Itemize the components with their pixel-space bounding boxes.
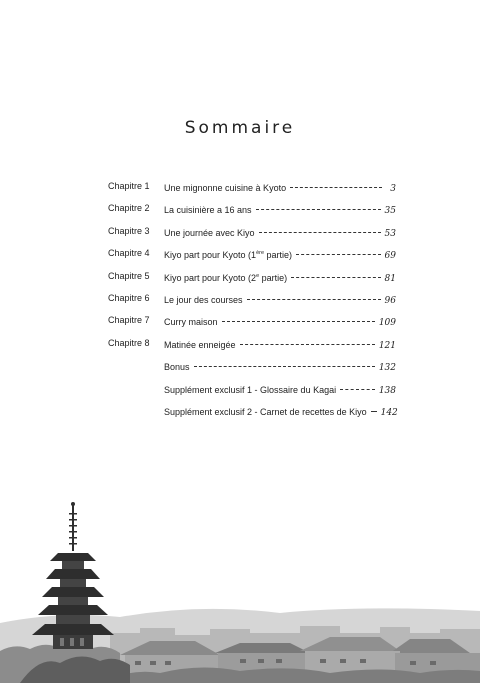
dotted-leader bbox=[247, 299, 381, 300]
page-number: 69 bbox=[384, 251, 396, 262]
dotted-leader bbox=[371, 411, 377, 412]
chapter-label: Chapitre 2 bbox=[108, 203, 150, 214]
page-number: 81 bbox=[384, 273, 396, 284]
dotted-leader bbox=[222, 321, 375, 322]
entry-title: Le jour des courses bbox=[164, 294, 243, 305]
dotted-leader bbox=[240, 344, 375, 345]
page-number: 109 bbox=[378, 318, 396, 329]
page-number: 142 bbox=[380, 407, 398, 418]
page-number: 132 bbox=[378, 363, 396, 374]
toc-entry[interactable] bbox=[106, 357, 396, 379]
page-number: 121 bbox=[378, 340, 396, 351]
entry-title: Bonus bbox=[164, 362, 190, 373]
toc-entry[interactable] bbox=[106, 200, 396, 222]
page-number: 3 bbox=[390, 184, 396, 194]
dotted-leader bbox=[340, 389, 375, 390]
chapter-label: Chapitre 6 bbox=[108, 292, 150, 303]
chapter-label: Chapitre 1 bbox=[108, 181, 150, 191]
entry-title: Curry maison bbox=[164, 317, 218, 328]
entry-title: Kiyo part pour Kyoto (2e partie) bbox=[164, 272, 288, 283]
page-title: Sommaire bbox=[184, 118, 296, 138]
page-number: 96 bbox=[384, 295, 396, 306]
chapter-label: Chapitre 8 bbox=[108, 337, 150, 348]
entry-title: Une journée avec Kiyo bbox=[164, 227, 255, 238]
entry-title: Kiyo part pour Kyoto (1ère partie) bbox=[164, 250, 293, 261]
pagoda bbox=[32, 502, 114, 649]
toc-entry[interactable] bbox=[106, 402, 396, 424]
dotted-leader bbox=[259, 232, 381, 233]
entry-title: Supplément exclusif 2 - Carnet de recettes de Kiyo bbox=[164, 406, 367, 417]
page-number: 138 bbox=[378, 385, 396, 396]
toc-entry[interactable] bbox=[106, 268, 396, 290]
toc-entry[interactable] bbox=[106, 380, 396, 402]
entry-title: Une mignonne cuisine à Kyoto bbox=[164, 183, 287, 193]
entry-title: Supplément exclusif 1 - Glossaire du Kagai bbox=[164, 384, 337, 395]
entry-title: Matinée enneigée bbox=[164, 339, 236, 350]
page-number: 35 bbox=[384, 206, 396, 217]
dotted-leader bbox=[256, 209, 381, 210]
toc-entry[interactable] bbox=[106, 245, 396, 267]
kyoto-skyline-illustration bbox=[0, 483, 480, 683]
dotted-leader bbox=[291, 277, 380, 278]
toc-entry[interactable] bbox=[106, 312, 396, 334]
page-number: 53 bbox=[384, 228, 396, 239]
chapter-label: Chapitre 7 bbox=[108, 315, 150, 326]
entry-title: La cuisinière a 16 ans bbox=[164, 205, 252, 216]
toc-entry[interactable] bbox=[106, 223, 396, 245]
toc-entry[interactable] bbox=[106, 335, 396, 357]
chapter-label: Chapitre 5 bbox=[108, 270, 150, 281]
chapter-label: Chapitre 4 bbox=[108, 248, 150, 259]
dotted-leader bbox=[296, 254, 381, 255]
toc-entry[interactable] bbox=[106, 178, 396, 200]
chapter-label: Chapitre 3 bbox=[108, 225, 150, 236]
dotted-leader bbox=[290, 187, 382, 188]
dotted-leader bbox=[194, 366, 375, 367]
toc-entry[interactable] bbox=[106, 290, 396, 312]
table-of-contents bbox=[106, 178, 396, 424]
